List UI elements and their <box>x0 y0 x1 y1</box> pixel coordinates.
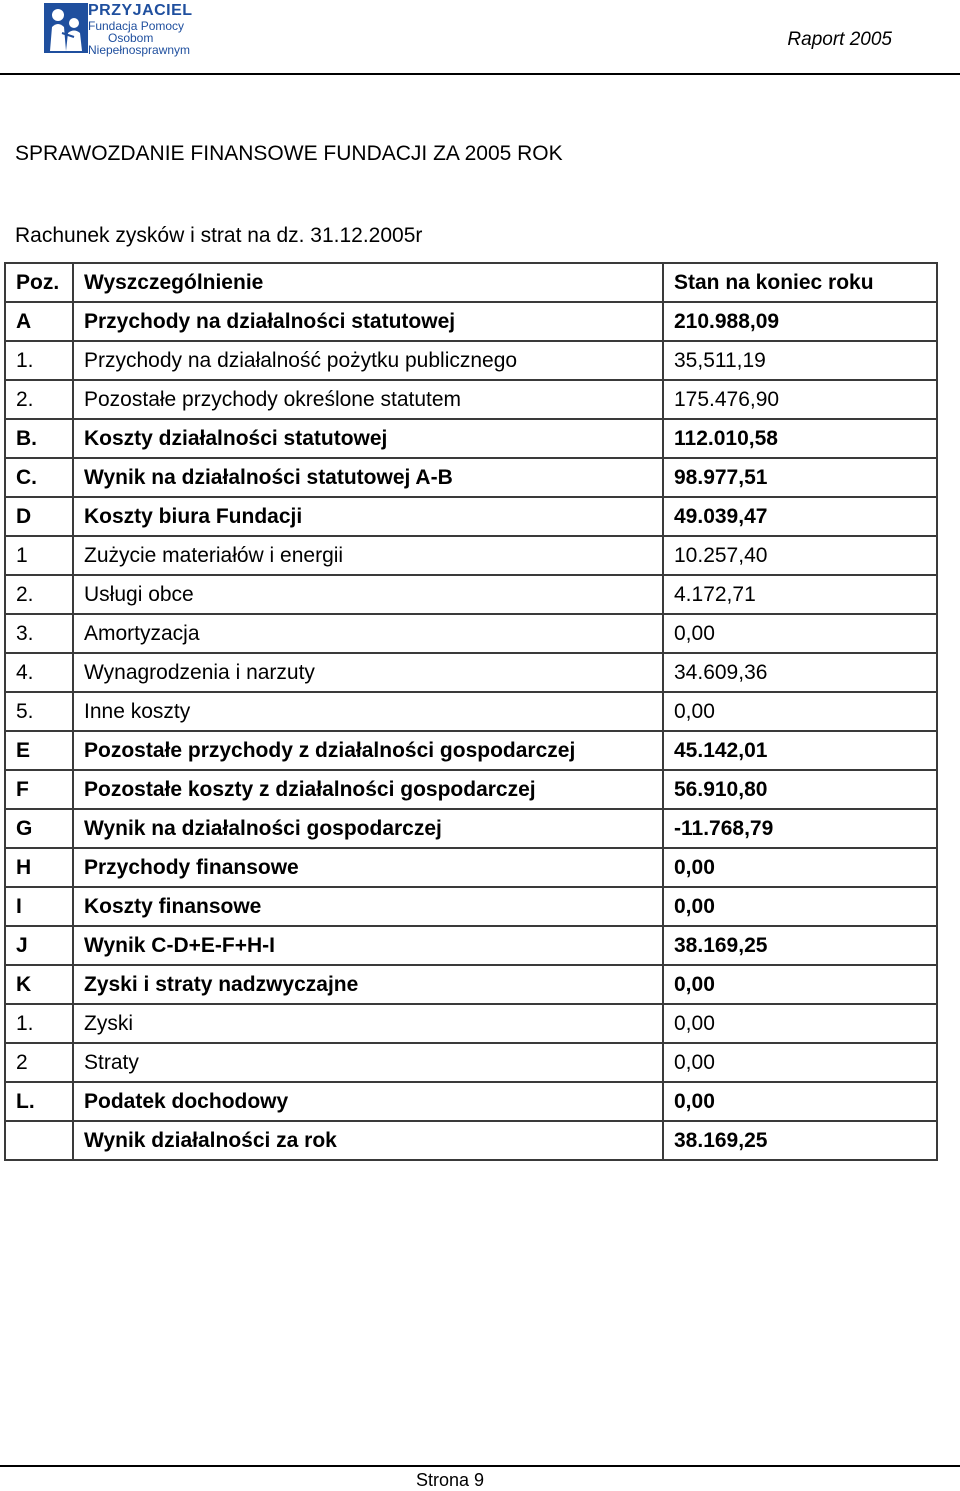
row-value-cell: 56.910,80 <box>663 770 937 809</box>
row-value-cell: 10.257,40 <box>663 536 937 575</box>
row-position-cell: D <box>5 497 73 536</box>
table-row <box>5 848 937 887</box>
table-row <box>5 575 937 614</box>
table-row <box>5 926 937 965</box>
table-row <box>5 731 937 770</box>
row-description-cell: Podatek dochodowy <box>73 1082 663 1121</box>
footer-divider <box>0 1465 960 1467</box>
row-position-cell: L. <box>5 1082 73 1121</box>
table-row <box>5 302 937 341</box>
page-header <box>0 0 960 76</box>
row-description-cell: Pozostałe przychody określone statutem <box>73 380 663 419</box>
row-position-cell: E <box>5 731 73 770</box>
row-position-cell <box>5 1121 73 1160</box>
row-position-cell: F <box>5 770 73 809</box>
row-position-cell: A <box>5 302 73 341</box>
foundation-logo <box>44 3 204 55</box>
table-row <box>5 653 937 692</box>
table-row <box>5 965 937 1004</box>
row-value-cell: 0,00 <box>663 614 937 653</box>
row-position-cell: 1 <box>5 536 73 575</box>
row-position-cell: K <box>5 965 73 1004</box>
report-label: Raport 2005 <box>787 29 892 50</box>
row-value-cell: 175.476,90 <box>663 380 937 419</box>
row-description-cell: Wynagrodzenia i narzuty <box>73 653 663 692</box>
row-description-cell: Amortyzacja <box>73 614 663 653</box>
row-value-cell: 0,00 <box>663 887 937 926</box>
row-position-cell: B. <box>5 419 73 458</box>
row-position-cell: G <box>5 809 73 848</box>
row-position-cell: 2. <box>5 380 73 419</box>
row-value-cell: 98.977,51 <box>663 458 937 497</box>
table-row <box>5 536 937 575</box>
row-position-cell: 1. <box>5 341 73 380</box>
table-row <box>5 1082 937 1121</box>
row-description-cell: Zużycie materiałów i energii <box>73 536 663 575</box>
row-value-cell: 0,00 <box>663 1004 937 1043</box>
table-row <box>5 1121 937 1160</box>
row-position-cell: I <box>5 887 73 926</box>
row-value-cell: 0,00 <box>663 1082 937 1121</box>
row-description-cell: Koszty działalności statutowej <box>73 419 663 458</box>
row-value-cell: 0,00 <box>663 965 937 1004</box>
row-description-cell: Koszty biura Fundacji <box>73 497 663 536</box>
row-position-cell: 2 <box>5 1043 73 1082</box>
people-logo-icon <box>44 3 88 53</box>
logo-line-3: Osobom <box>108 31 154 45</box>
row-description-cell: Pozostałe koszty z działalności gospodarczej <box>73 770 663 809</box>
row-description-cell: Wynik C-D+E-F+H-I <box>73 926 663 965</box>
row-description-cell: Zyski <box>73 1004 663 1043</box>
row-value-cell: 38.169,25 <box>663 926 937 965</box>
row-description-cell: Przychody na działalności statutowej <box>73 302 663 341</box>
table-row <box>5 458 937 497</box>
table-row <box>5 770 937 809</box>
logo-line-2: Fundacja Pomocy <box>88 19 185 33</box>
row-position-cell: 5. <box>5 692 73 731</box>
row-value-cell: 0,00 <box>663 848 937 887</box>
row-position-cell: H <box>5 848 73 887</box>
header-divider <box>0 73 960 75</box>
column-header-description: Wyszczególnienie <box>73 263 663 302</box>
row-position-cell: 3. <box>5 614 73 653</box>
table-row <box>5 692 937 731</box>
row-value-cell: 34.609,36 <box>663 653 937 692</box>
table-row <box>5 380 937 419</box>
table-row <box>5 614 937 653</box>
row-description-cell: Pozostałe przychody z działalności gospodarczej <box>73 731 663 770</box>
logo-line-4: Niepełnosprawnym <box>88 43 191 57</box>
row-value-cell: 38.169,25 <box>663 1121 937 1160</box>
logo-name: PRZYJACIEL <box>88 2 193 19</box>
row-value-cell: 0,00 <box>663 692 937 731</box>
row-value-cell: 45.142,01 <box>663 731 937 770</box>
row-position-cell: 4. <box>5 653 73 692</box>
table-row <box>5 809 937 848</box>
financial-table <box>4 262 938 1161</box>
table-header-row <box>5 263 937 302</box>
row-description-cell: Usługi obce <box>73 575 663 614</box>
row-position-cell: J <box>5 926 73 965</box>
column-header-value: Stan na koniec roku <box>663 263 937 302</box>
row-value-cell: 210.988,09 <box>663 302 937 341</box>
row-description-cell: Zyski i straty nadzwyczajne <box>73 965 663 1004</box>
row-description-cell: Wynik działalności za rok <box>73 1121 663 1160</box>
row-description-cell: Straty <box>73 1043 663 1082</box>
row-description-cell: Wynik na działalności statutowej A-B <box>73 458 663 497</box>
row-value-cell: 4.172,71 <box>663 575 937 614</box>
column-header-position: Poz. <box>5 263 73 302</box>
table-row <box>5 1043 937 1082</box>
table-row <box>5 419 937 458</box>
row-value-cell: -11.768,79 <box>663 809 937 848</box>
document-title: SPRAWOZDANIE FINANSOWE FUNDACJI ZA 2005 ROK <box>15 142 563 165</box>
row-value-cell: 49.039,47 <box>663 497 937 536</box>
table-row <box>5 497 937 536</box>
row-value-cell: 35,511,19 <box>663 341 937 380</box>
document-subtitle: Rachunek zysków i strat na dz. 31.12.2005r <box>15 224 423 247</box>
table-row <box>5 341 937 380</box>
page-number: Strona 9 <box>416 1470 485 1490</box>
row-position-cell: C. <box>5 458 73 497</box>
row-description-cell: Wynik na działalności gospodarczej <box>73 809 663 848</box>
row-description-cell: Przychody na działalność pożytku publicznego <box>73 341 663 380</box>
row-position-cell: 2. <box>5 575 73 614</box>
table-row <box>5 887 937 926</box>
row-value-cell: 112.010,58 <box>663 419 937 458</box>
row-description-cell: Przychody finansowe <box>73 848 663 887</box>
table-row <box>5 1004 937 1043</box>
row-value-cell: 0,00 <box>663 1043 937 1082</box>
row-description-cell: Koszty finansowe <box>73 887 663 926</box>
row-description-cell: Inne koszty <box>73 692 663 731</box>
row-position-cell: 1. <box>5 1004 73 1043</box>
